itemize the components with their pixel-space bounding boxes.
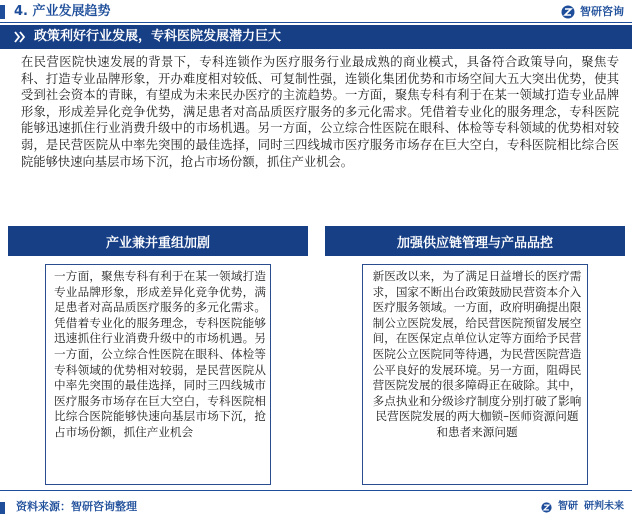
double-chevron-icon (14, 31, 26, 43)
brand-name: 智研咨询 (580, 5, 624, 18)
section-marker (0, 5, 5, 19)
footer-brand (541, 500, 624, 514)
intro-paragraph: 在民营医院快速发展的背景下，专科连锁作为医疗服务行业最成熟的商业模式，具备符合政策导向，聚焦专科、打造专业品牌形象，开办难度相对较低、可复制性强，连锁化集团优势和市场空间大五大突出优势，使其受到社会资本的青睐，有望成为未来民办医疗的主流趋势。一方面，聚焦专科有利于在某一领域打造专业品牌形象，形成差异化竞争优势，满足患者对高品质医疗服务的多元化需求。凭借着专业化的服务理念，专科医院能够迅速抓住行业消费升级中的市场机遇。另一方面，公立综合性医院在眼科、体检等专科领域的优势相对较弱，是民营医院从中率先突围的最佳选择，同时三四线城市医疗服务市场存在巨大空白，专科医院相比综合医院能够快速向基层市场下沉，抢占市场份额，抓住产业机会。 (21, 55, 619, 169)
topic-banner (0, 25, 632, 49)
panel-title: 产业兼并重组加剧 (8, 226, 308, 256)
section-header (0, 0, 632, 24)
source-note: 资料来源：智研咨询整理 (16, 500, 137, 513)
zhiyan-logo-icon (561, 5, 575, 19)
header-divider (0, 22, 632, 23)
panel-text: 一方面，聚焦专科有利于在某一领域打造专业品牌形象，形成差异化竞争优势，满足患者对高品质医疗服务的多元化需求。凭借着专业化的服务理念，专科医院能够迅速抓住行业消费升级中的市场机遇。另一方面，公立综合性医院在眼科、体检等专科领域的优势相对较弱，是民营医院从中率先突围的最佳选择，同时三四线城市医疗服务市场存在巨大空白，专科医院相比综合医院能够快速向基层市场下沉，抢占市场份额，抓住产业机会 (54, 269, 266, 439)
panel-text-box (45, 264, 271, 485)
zhiyan-logo-icon (541, 502, 552, 513)
panel-text: 新医改以来，为了满足日益增长的医疗需求，国家不断出台政策鼓励民营资本介入医疗服务领域。一方面，政府明确提出限制公立医院发展，给民营医院预留发展空间，在医保定点单位认定等方面给予民营医院公立医院同等待遇，为民营医院营造公平良好的发展环境。另一方面，阻碍民营医院发展的很多障碍正在破除。其中，多点执业和分级诊疗制度分别打破了影响民营医院发展的两大枷锁–医师资源问题和患者来源问题 (372, 269, 582, 439)
panel-title: 加强供应链管理与产品品控 (325, 226, 625, 256)
panel-text-box (362, 264, 588, 485)
section-title: 4. 产业发展趋势 (14, 4, 111, 19)
footer-slogan: 研判未来 (584, 501, 624, 512)
footer-divider (0, 490, 632, 491)
panel-industry-consolidation (8, 226, 308, 483)
footer-marker (0, 502, 5, 514)
footer (0, 490, 632, 522)
panel-supply-chain (325, 226, 625, 483)
footer-brand-name: 智研 (558, 501, 578, 512)
brand-logo (561, 4, 624, 20)
banner-title: 政策利好行业发展，专科医院发展潜力巨大 (34, 29, 282, 44)
